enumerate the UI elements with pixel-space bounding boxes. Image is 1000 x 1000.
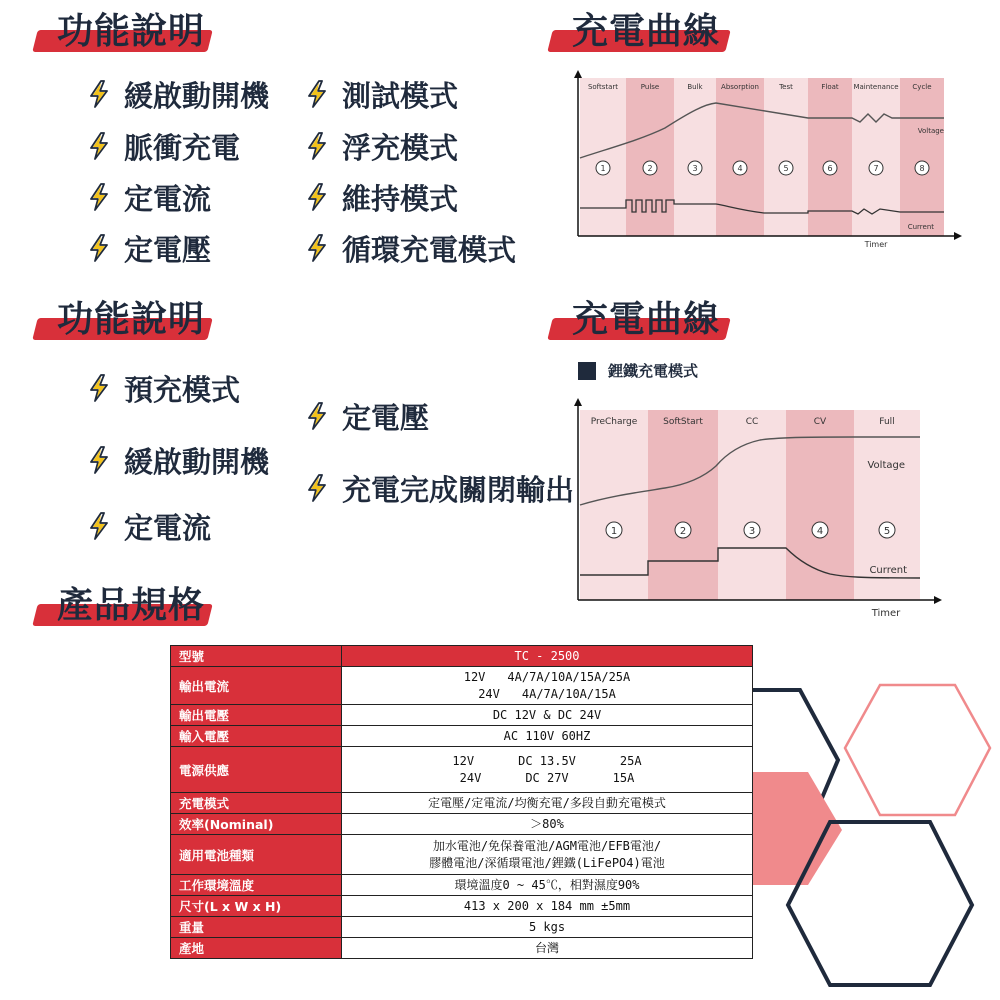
spec-value-line: 膠體電池/深循環電池/鋰鐵(LiFePO4)電池 (429, 855, 665, 870)
spec-subrow (342, 669, 752, 686)
lightning-bolt-icon (306, 183, 328, 211)
spec-value: 環境溫度0 ~ 45℃，相對濕度90% (342, 875, 753, 896)
spec-label: 效率(Nominal) (171, 814, 342, 835)
table-row (171, 875, 753, 896)
spec-label: 產地 (171, 938, 342, 959)
section-title-text: 充電曲線 (572, 11, 721, 52)
section-title-text: 功能說明 (57, 299, 206, 340)
lifepo4-charging-curve-diagram (560, 394, 980, 620)
stage-number: 1 (600, 164, 606, 173)
table-row (171, 726, 753, 747)
legend-label: 鋰鐵充電模式 (608, 362, 699, 380)
spec-value: 413 x 200 x 184 mm ±5mm (342, 896, 753, 917)
spec-value-part: 12V (463, 669, 486, 684)
lightning-bolt-icon (88, 512, 110, 540)
current-label: Current (907, 223, 934, 231)
time-axis-label: Timer (871, 608, 901, 619)
feature-item (306, 74, 458, 114)
stage-number: 3 (692, 164, 698, 173)
section-title-text: 充電曲線 (572, 299, 721, 340)
feature-label: 脈衝充電 (124, 130, 241, 165)
spec-label: 尺寸(L x W x H) (171, 896, 342, 917)
spec-table (170, 645, 753, 959)
spec-label: 工作環境溫度 (171, 875, 342, 896)
table-row (171, 705, 753, 726)
feature-label: 循環充電模式 (342, 232, 517, 267)
spec-value (342, 747, 753, 793)
spec-value-part: 4A/7A/10A/15A/25A (507, 669, 631, 684)
lightning-bolt-icon (306, 132, 328, 160)
feature-item (88, 74, 269, 114)
table-row (171, 667, 753, 705)
feature-item (306, 177, 458, 217)
spec-value-line: 加水電池/免保養電池/AGM電池/EFB電池/ (432, 838, 662, 853)
lightning-bolt-icon (88, 446, 110, 474)
section-title-curve (550, 8, 740, 56)
feature-item (88, 228, 211, 268)
feature-label: 測試模式 (342, 78, 459, 113)
feature-item (306, 396, 429, 436)
lightning-bolt-icon (306, 234, 328, 262)
feature-item (306, 228, 516, 268)
table-row (171, 896, 753, 917)
lightning-bolt-icon (306, 402, 328, 430)
spec-value-part: DC 13.5V (518, 753, 576, 768)
table-row (171, 747, 753, 793)
current-label: Current (869, 565, 907, 576)
spec-value-part: 15A (612, 770, 635, 785)
spec-value: DC 12V & DC 24V (342, 705, 753, 726)
spec-label: 適用電池種類 (171, 835, 342, 875)
section-title-curve-2 (550, 296, 740, 344)
spec-label: 輸入電壓 (171, 726, 342, 747)
spec-label: 輸出電流 (171, 667, 342, 705)
feature-item (306, 126, 458, 166)
spec-value: 定電壓/定電流/均衡充電/多段自動充電模式 (342, 793, 753, 814)
spec-label: 充電模式 (171, 793, 342, 814)
feature-label: 預充模式 (124, 372, 241, 407)
stage-number: 1 (610, 526, 618, 537)
x-axis-arrow (934, 596, 942, 604)
stage-label: Float (821, 83, 839, 91)
section-title-text: 產品規格 (57, 585, 206, 626)
table-row (171, 814, 753, 835)
feature-label: 緩啟動開機 (124, 78, 270, 113)
feature-label: 緩啟動開機 (124, 444, 270, 479)
spec-value-part: 24V (459, 770, 482, 785)
lightning-bolt-icon (306, 80, 328, 108)
lightning-bolt-icon (88, 374, 110, 402)
feature-label: 定電壓 (124, 232, 212, 267)
lightning-bolt-icon (88, 234, 110, 262)
stage-label: Bulk (687, 83, 703, 91)
time-axis-label: Timer (864, 240, 888, 249)
stage-number: 4 (737, 164, 743, 173)
voltage-label: Voltage (917, 127, 944, 135)
stage-label: Maintenance (853, 83, 899, 91)
spec-label: 電源供應 (171, 747, 342, 793)
stage-number: 8 (919, 164, 925, 173)
spec-value-part: DC 27V (525, 770, 569, 785)
stage-number: 5 (883, 526, 891, 537)
spec-value-part: 24V (478, 686, 500, 701)
table-row (171, 938, 753, 959)
table-row (171, 835, 753, 875)
stage-label: Softstart (587, 83, 619, 91)
stage-number: 3 (748, 526, 756, 537)
feature-item (306, 468, 574, 508)
spec-label: 型號 (171, 646, 342, 667)
y-axis-arrow (574, 70, 582, 78)
feature-item (88, 126, 240, 166)
feature-label: 定電壓 (342, 400, 430, 435)
spec-subrow (342, 770, 752, 787)
stage-label: CC (745, 417, 759, 427)
stage-label: Absorption (721, 83, 759, 91)
spec-value-part: 25A (619, 753, 642, 768)
lightning-bolt-icon (88, 183, 110, 211)
spec-label: 輸出電壓 (171, 705, 342, 726)
stage-label: Full (879, 417, 895, 427)
spec-value-part: 4A/7A/10A/15A (521, 686, 616, 701)
lightning-bolt-icon (88, 132, 110, 160)
feature-item (88, 506, 211, 546)
spec-label: 重量 (171, 917, 342, 938)
charging-curve-diagram (560, 66, 980, 256)
stage-number: 6 (827, 164, 833, 173)
spec-value (342, 667, 753, 705)
spec-value: ＞80% (342, 814, 753, 835)
stage-label: Test (779, 83, 793, 91)
spec-value: 5 kgs (342, 917, 753, 938)
section-title-spec (35, 582, 225, 630)
y-axis-arrow (574, 398, 582, 406)
spec-subrow (342, 686, 752, 703)
feature-item (88, 177, 211, 217)
lightning-bolt-icon (306, 474, 328, 502)
table-row (171, 793, 753, 814)
feature-label: 定電流 (124, 181, 212, 216)
section-title-function (35, 8, 225, 56)
section-title-function-2 (35, 296, 225, 344)
stage-number: 4 (816, 526, 824, 537)
feature-item (88, 440, 269, 480)
stage-label: Pulse (640, 83, 660, 91)
spec-subrow (342, 753, 752, 770)
stage-label: PreCharge (590, 417, 638, 427)
stage-number: 7 (873, 164, 879, 173)
spec-value: 台灣 (342, 938, 753, 959)
stage-label: Cycle (912, 83, 932, 91)
feature-label: 浮充模式 (342, 130, 459, 165)
stage-number: 2 (647, 164, 653, 173)
stage-number: 5 (783, 164, 789, 173)
x-axis-arrow (954, 232, 962, 240)
table-row (171, 917, 753, 938)
chart-legend (578, 360, 698, 381)
voltage-label: Voltage (867, 460, 905, 471)
stage-label: SoftStart (663, 417, 703, 427)
feature-label: 充電完成關閉輸出 (342, 472, 575, 507)
feature-label: 維持模式 (342, 181, 459, 216)
section-title-text: 功能說明 (57, 11, 206, 52)
spec-value: AC 110V 60HZ (342, 726, 753, 747)
spec-value (342, 835, 753, 875)
spec-value: TC - 2500 (342, 646, 753, 667)
feature-label: 定電流 (124, 510, 212, 545)
stage-number: 2 (679, 526, 687, 537)
feature-item (88, 368, 240, 408)
lightning-bolt-icon (88, 80, 110, 108)
spec-value-part: 12V (452, 753, 475, 768)
table-row (171, 646, 753, 667)
legend-swatch (578, 362, 596, 380)
stage-label: CV (813, 417, 827, 427)
